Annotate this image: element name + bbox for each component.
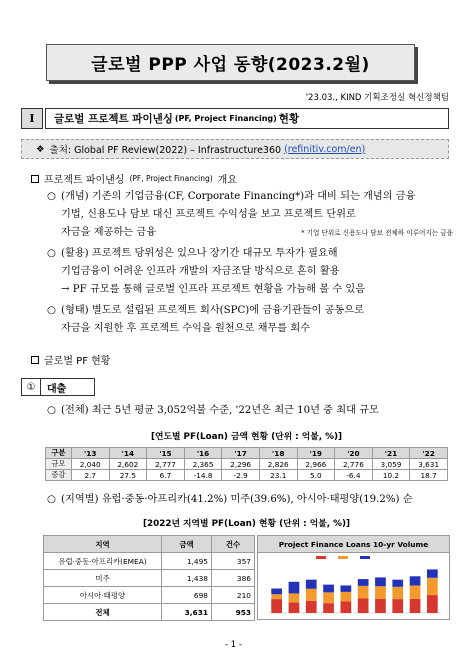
yearly-table-caption: [연도별 PF(Loan) 금액 현황 (단위 : 억불, %)] <box>150 432 342 442</box>
table-header-cell: '18 <box>259 448 297 459</box>
chart-bar-segment <box>271 599 282 613</box>
section-title <box>45 108 449 129</box>
square-bullet-icon <box>31 356 39 364</box>
source-box <box>21 139 449 159</box>
table-cell: -6.4 <box>335 470 373 481</box>
table-row <box>44 553 255 570</box>
chart-bar-segment <box>289 582 300 594</box>
section-number: Ⅰ <box>21 108 43 129</box>
overview-heading-small: (PF, Project Financing) <box>129 174 213 183</box>
table-cell: 210 <box>212 587 255 604</box>
table-cell: 2,296 <box>222 459 260 470</box>
document-title: 글로벌 PPP 사업 동향(2023.2월) <box>46 44 415 81</box>
loans-total-text <box>47 402 462 420</box>
loans-region-line: (지역별) 유럽·중동·아프리카(41.2%) 미주(39.6%), 아시아·태평양(19.2%) 순 <box>61 494 413 505</box>
chart-bar-segment <box>427 578 438 595</box>
author-line: '23.03., KIND 기획조정실 혁신정책팀 <box>305 93 449 103</box>
table-cell: 18.7 <box>410 470 448 481</box>
table-total-row <box>44 604 255 621</box>
table-header-cell: '15 <box>147 448 185 459</box>
table-row-header: 규모 <box>46 459 72 470</box>
circle-bullet-icon: ○ <box>47 248 56 259</box>
table-cell: 6.7 <box>147 470 185 481</box>
table-cell: 698 <box>162 587 212 604</box>
table-row <box>44 570 255 587</box>
table-cell: -2.9 <box>222 470 260 481</box>
table-cell: 아시아·태평양 <box>44 587 162 604</box>
chart-bar-segment <box>289 602 300 613</box>
concept-line-2: 기법, 신용도나 담보 대신 프로젝트 수익성을 보고 프로젝트 단위로 <box>61 209 356 220</box>
chart-bar-segment <box>358 579 369 586</box>
usage-line-3: → PF 규모를 통해 글로벌 인프라 프로젝트 현황을 가늠해 볼 수 있음 <box>61 284 366 295</box>
chart-bar-segment <box>392 587 403 599</box>
square-bullet-icon <box>31 175 39 183</box>
table-cell: 3,631 <box>162 604 212 621</box>
loans-total-line: (전체) 최근 5년 평균 3,052억불 수준, '22년은 최근 10년 중 최대 규모 <box>61 405 379 416</box>
table-cell: 2,365 <box>184 459 222 470</box>
section-title-main: 글로벌 프로젝트 파이낸싱 <box>54 113 173 125</box>
legend-swatch <box>360 556 370 559</box>
chart-canvas <box>258 553 449 619</box>
chart-bar-segment <box>410 576 421 585</box>
overview-heading-end: 개요 <box>217 175 237 186</box>
table-cell: 2,826 <box>259 459 297 470</box>
chart-bar-segment <box>358 598 369 613</box>
chart-bar-segment <box>410 586 421 599</box>
chart-title: Project Finance Loans 10-yr Volume <box>258 536 449 553</box>
table-row <box>44 587 255 604</box>
table-header-cell: '13 <box>71 448 109 459</box>
form-line-2: 자금을 지원한 후 프로젝트 수익을 원천으로 채무를 회수 <box>61 323 311 334</box>
loans-subheading <box>21 378 95 396</box>
chart-bar-segment <box>358 586 369 598</box>
table-cell: 3,631 <box>410 459 448 470</box>
overview-item-usage <box>47 245 457 299</box>
table-cell: 27.5 <box>109 470 147 481</box>
concept-footnote: * 기업 단위로 신용도나 담보 전체하 이루어지는 금융 <box>301 229 453 237</box>
table-cell: 1,495 <box>162 553 212 570</box>
chart-bar-segment <box>289 593 300 602</box>
table-cell: 2.7 <box>71 470 109 481</box>
table-cell: 유럽·중동·아프리카(EMEA) <box>44 553 162 570</box>
table-cell: 2,777 <box>147 459 185 470</box>
chart-bar-segment <box>306 580 317 589</box>
loans-label: 대출 <box>47 383 67 395</box>
table-header-cell: 건수 <box>212 536 255 553</box>
table-header-cell: '14 <box>109 448 147 459</box>
loan-volume-chart <box>257 535 450 620</box>
chart-bar-segment <box>340 601 351 613</box>
table-cell: 10.2 <box>372 470 410 481</box>
usage-line-2: 기업금융이 어려운 인프라 개발의 자금조달 방식으로 흔히 활용 <box>61 266 340 277</box>
concept-line-1: (개념) 기존의 기업금융(CF, Corporate Financing*)과 대비 되는 개념의 금융 <box>61 191 416 202</box>
table-header-cell: '20 <box>335 448 373 459</box>
page-number: - 1 - <box>225 640 242 650</box>
overview-item-form <box>47 302 457 338</box>
loans-number: ① <box>22 379 41 395</box>
section-title-end: 현황 <box>278 113 300 125</box>
table-header-row <box>44 536 255 553</box>
chart-bar-segment <box>306 601 317 613</box>
usage-line-1: (활용) 프로젝트 당위성은 있으나 장기간 대규모 투자가 필요해 <box>61 248 338 259</box>
table-cell: 23.1 <box>259 470 297 481</box>
region-loan-table <box>43 535 255 621</box>
table-header-cell: '16 <box>184 448 222 459</box>
table-cell: 1,438 <box>162 570 212 587</box>
table-row <box>46 470 448 481</box>
source-text: 출처: Global PF Review(2022) – Infrastructure360 <box>49 145 282 156</box>
circle-bullet-icon: ○ <box>47 305 56 316</box>
table-cell: 2,776 <box>335 459 373 470</box>
chart-bar-segment <box>427 595 438 613</box>
circle-bullet-icon: ○ <box>47 191 56 202</box>
chart-bar-segment <box>323 585 334 593</box>
chart-bar-segment <box>271 589 282 595</box>
table-cell: 전체 <box>44 604 162 621</box>
chart-bar-segment <box>375 599 386 613</box>
table-header-row <box>46 448 448 459</box>
chart-bar-segment <box>375 586 386 598</box>
table-header-cell: '17 <box>222 448 260 459</box>
table-cell: 미주 <box>44 570 162 587</box>
table-header-cell: '21 <box>372 448 410 459</box>
table-row-header: 증감 <box>46 470 72 481</box>
table-header-cell: 지역 <box>44 536 162 553</box>
circle-bullet-icon: ○ <box>47 405 56 416</box>
chart-bar-segment <box>306 589 317 601</box>
table-cell: 2,040 <box>71 459 109 470</box>
circle-bullet-icon: ○ <box>47 494 56 505</box>
table-cell: 5.0 <box>297 470 335 481</box>
overview-heading <box>31 171 237 186</box>
chart-bar-segment <box>410 599 421 613</box>
overview-heading-text: 프로젝트 파이낸싱 <box>44 175 125 186</box>
source-link[interactable]: (refinitiv.com/en) <box>284 143 366 155</box>
yearly-loan-table <box>45 447 448 481</box>
chart-bar-segment <box>392 580 403 587</box>
table-header-cell: '19 <box>297 448 335 459</box>
table-header-cell: 구분 <box>46 448 72 459</box>
table-cell: 2,966 <box>297 459 335 470</box>
chart-bar-segment <box>323 592 334 603</box>
table-cell: 2,602 <box>109 459 147 470</box>
chart-bar-segment <box>427 569 438 577</box>
concept-line-3: 자금을 제공하는 금융 <box>61 227 157 238</box>
region-table-caption: [2022년 지역별 PF(Loan) 현황 (단위 : 억불, %)] <box>142 519 350 529</box>
chart-bar-segment <box>340 585 351 591</box>
section-title-small: (PF, Project Financing) <box>174 114 277 123</box>
table-row <box>46 459 448 470</box>
diamond-bullet-icon: ❖ <box>36 143 45 155</box>
table-cell: -14.8 <box>184 470 222 481</box>
pf-status-heading-text: 글로벌 PF 현황 <box>44 356 111 367</box>
table-header-cell: '22 <box>410 448 448 459</box>
chart-bar-segment <box>392 599 403 613</box>
table-cell: 953 <box>212 604 255 621</box>
chart-bar-segment <box>271 594 282 599</box>
table-cell: 357 <box>212 553 255 570</box>
table-cell: 3,059 <box>372 459 410 470</box>
chart-bar-segment <box>375 577 386 586</box>
overview-item-concept <box>47 188 457 242</box>
chart-bar-segment <box>323 603 334 613</box>
legend-swatch <box>316 556 326 559</box>
form-line-1: (형태) 별도로 설립된 프로젝트 회사(SPC)에 금융기관들이 공동으로 <box>61 305 364 316</box>
table-cell: 386 <box>212 570 255 587</box>
table-header-cell: 금액 <box>162 536 212 553</box>
pf-status-heading <box>31 352 110 367</box>
legend-swatch <box>338 556 348 559</box>
chart-bar-segment <box>340 592 351 602</box>
loans-region-text <box>47 491 462 509</box>
